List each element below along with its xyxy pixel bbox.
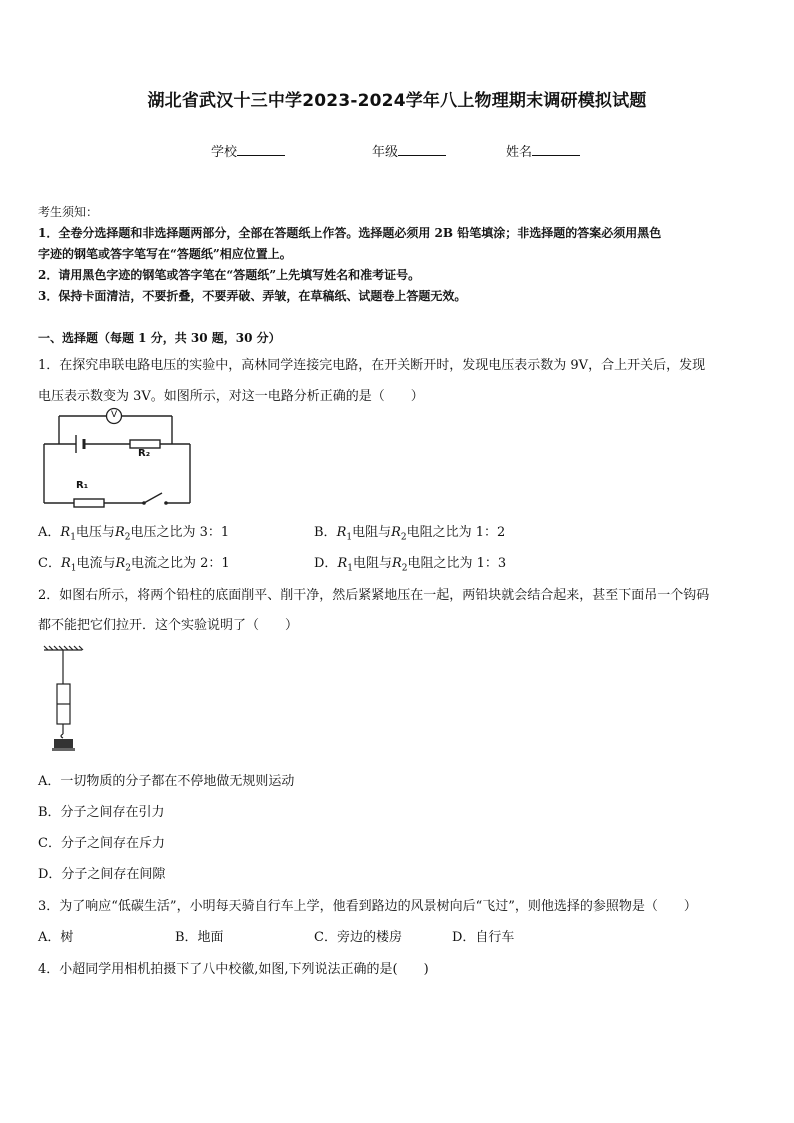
q2-line-2: 都不能把它们拉开．这个实验说明了（ ）	[38, 618, 299, 633]
name-label: 姓名	[506, 145, 533, 160]
q1-option-b: B．$R_1$电阻与$R_2$电阻之比为 1：2	[314, 525, 506, 543]
r2-label: R₂	[138, 448, 151, 459]
notice-line-4: 3．保持卡面清洁，不要折叠，不要弄破、弄皱，在草稿纸、试题卷上答题无效。	[38, 289, 467, 303]
lead-cylinders-diagram	[42, 646, 86, 754]
q3-option-a: A．树	[38, 930, 74, 945]
q1-line-2: 电压表示数变为 3V。如图所示，对这一电路分析正确的是（ ）	[38, 389, 424, 404]
q2-option-d: D．分子之间存在间隙	[38, 867, 166, 882]
q1-circuit-diagram	[40, 405, 200, 510]
r1-label: R₁	[76, 480, 89, 491]
name-blank	[532, 143, 580, 156]
q1-line-1: 1．在探究串联电路电压的实验中，高林同学连接完电路，在开关断开时，发现电压表示数为 9V，合上开关后，发现	[38, 358, 706, 373]
notice-heading: 考生须知：	[38, 205, 99, 219]
q3-option-b: B．地面	[175, 930, 224, 945]
q3-line-1: 3．为了响应“低碳生活”，小明每天骑自行车上学，他看到路边的风景树向后“飞过”，则他选择的参照物是（ ）	[38, 899, 697, 914]
notice-line-2: 字迹的钢笔或答字笔写在“答题纸”相应位置上。	[38, 247, 292, 261]
name-field	[506, 141, 580, 160]
grade-field	[372, 141, 446, 160]
notice-line-3: 2．请用黑色字迹的钢笔或答字笔在“答题纸”上先填写姓名和准考证号。	[38, 268, 421, 282]
section-heading: 一、选择题（每题 1 分，共 30 题，30 分）	[38, 331, 281, 345]
q1-option-c: C．$R_1$电流与$R_2$电流之比为 2：1	[38, 556, 230, 574]
notice-line-1: 1．全卷分选择题和非选择题两部分，全部在答题纸上作答。选择题必须用 2B 铅笔填涂；非选择题的答案必须用黑色	[38, 226, 662, 240]
school-label: 学校	[211, 145, 238, 160]
school-blank	[237, 143, 285, 156]
q2-option-c: C．分子之间存在斥力	[38, 836, 165, 851]
q2-option-a: A．一切物质的分子都在不停地做无规则运动	[38, 774, 295, 789]
q3-option-c: C．旁边的楼房	[314, 930, 402, 945]
q1-option-a: A．$R_1$电压与$R_2$电压之比为 3：1	[38, 525, 230, 543]
q4-line-1: 4．小超同学用相机拍摄下了八中校徽,如图,下列说法正确的是( )	[38, 962, 429, 977]
school-field	[211, 141, 285, 160]
q2-line-1: 2．如图右所示，将两个铅柱的底面削平、削干净，然后紧紧地压在一起，两铅块就会结合起来，甚至下面吊一个钩码	[38, 588, 710, 603]
voltmeter-icon: V	[111, 410, 118, 420]
grade-blank	[398, 143, 446, 156]
q3-option-d: D．自行车	[452, 930, 515, 945]
q2-option-b: B．分子之间存在引力	[38, 805, 165, 820]
q1-option-d: D．$R_1$电阻与$R_2$电阻之比为 1：3	[314, 556, 507, 574]
grade-label: 年级	[372, 145, 399, 160]
page-title: 湖北省武汉十三中学2023-2024学年八上物理期末调研模拟试题	[147, 91, 647, 111]
